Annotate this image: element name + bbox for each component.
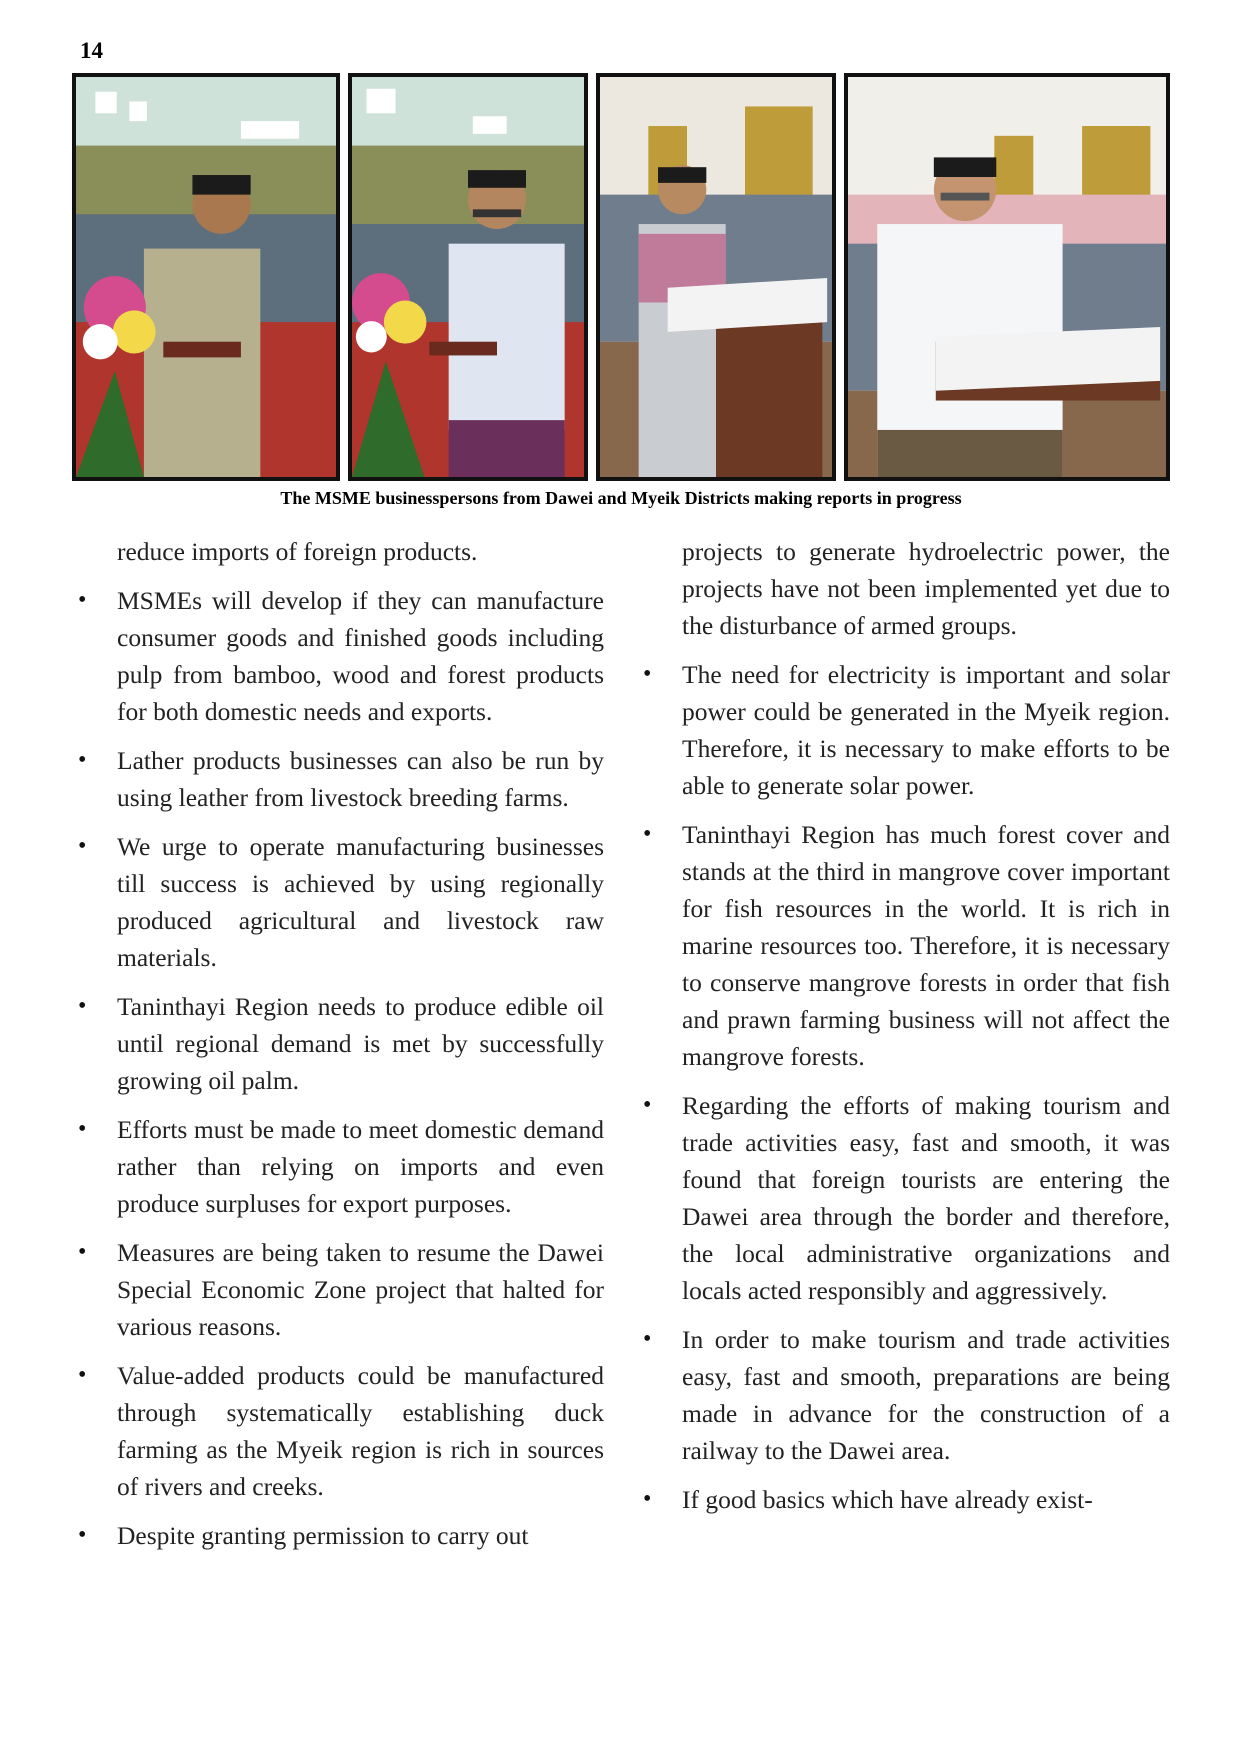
bullet-item: • Value-added products could be manufactured through systematically establishing duck farming as the Myeik region is rich in sources of rivers and creeks.	[72, 1357, 604, 1505]
bullet-item: • Taninthayi Region needs to produce edible oil until regional demand is met by successfully growing oil palm.	[72, 988, 604, 1099]
bullet-item: • Lather products businesses can also be run by using leather from livestock breeding farms.	[72, 742, 604, 816]
figure-caption: The MSME businesspersons from Dawei and Myeik Districts making reports in progress	[280, 488, 962, 508]
right-continuation-text: projects to generate hydroelectric power, the projects have not been implemented yet due to the disturbance of armed groups.	[682, 537, 1170, 640]
man-reading-report-photo	[844, 73, 1170, 481]
left-column	[72, 533, 604, 1566]
bullet-item: • Regarding the efforts of making tourism and trade activities easy, fast and smooth, it was found that foreign tourists are entering the Dawei area through the border and therefore, the local administrative organizations and locals acted responsibly and aggressively.	[637, 1087, 1170, 1309]
bullet-item: • Efforts must be made to meet domestic demand rather than relying on imports and even produce surpluses for export purposes.	[72, 1111, 604, 1222]
bullet-item: • Measures are being taken to resume the Dawei Special Economic Zone project that halted for various reasons.	[72, 1234, 604, 1345]
left-bullet-list	[72, 582, 604, 1554]
left-continuation-text: reduce imports of foreign products.	[117, 537, 478, 566]
right-bullet-list	[637, 656, 1170, 1518]
bullet-item: • In order to make tourism and trade activities easy, fast and smooth, preparations are being made in advance for the construction of a railway to the Dawei area.	[637, 1321, 1170, 1469]
man-with-glasses-speaking-photo	[348, 73, 588, 481]
man-speaking-at-podium-photo	[72, 73, 340, 481]
page-number: 14	[80, 38, 103, 63]
bullet-item: • If good basics which have already exist-	[637, 1481, 1170, 1518]
photo-strip	[72, 73, 1170, 489]
bullet-item: • The need for electricity is important and solar power could be generated in the Myeik region. Therefore, it is necessary to make efforts to be able to generate solar power.	[637, 656, 1170, 804]
bullet-item: • Despite granting permission to carry out	[72, 1517, 604, 1554]
right-column	[637, 533, 1170, 1530]
bullet-item: • MSMEs will develop if they can manufacture consumer goods and finished goods including pulp from bamboo, wood and forest products for both domestic needs and exports.	[72, 582, 604, 730]
bullet-item: • Taninthayi Region has much forest cover and stands at the third in mangrove cover important for fish resources in the world. It is rich in marine resources too. Therefore, it is necessary to conserve mangrove forests in order that fish and prawn farming business will not affect the mangrove forests.	[637, 816, 1170, 1075]
bullet-item: • We urge to operate manufacturing businesses till success is achieved by using regionally produced agricultural and livestock raw materials.	[72, 828, 604, 976]
woman-speaking-at-podium-photo	[596, 73, 836, 481]
